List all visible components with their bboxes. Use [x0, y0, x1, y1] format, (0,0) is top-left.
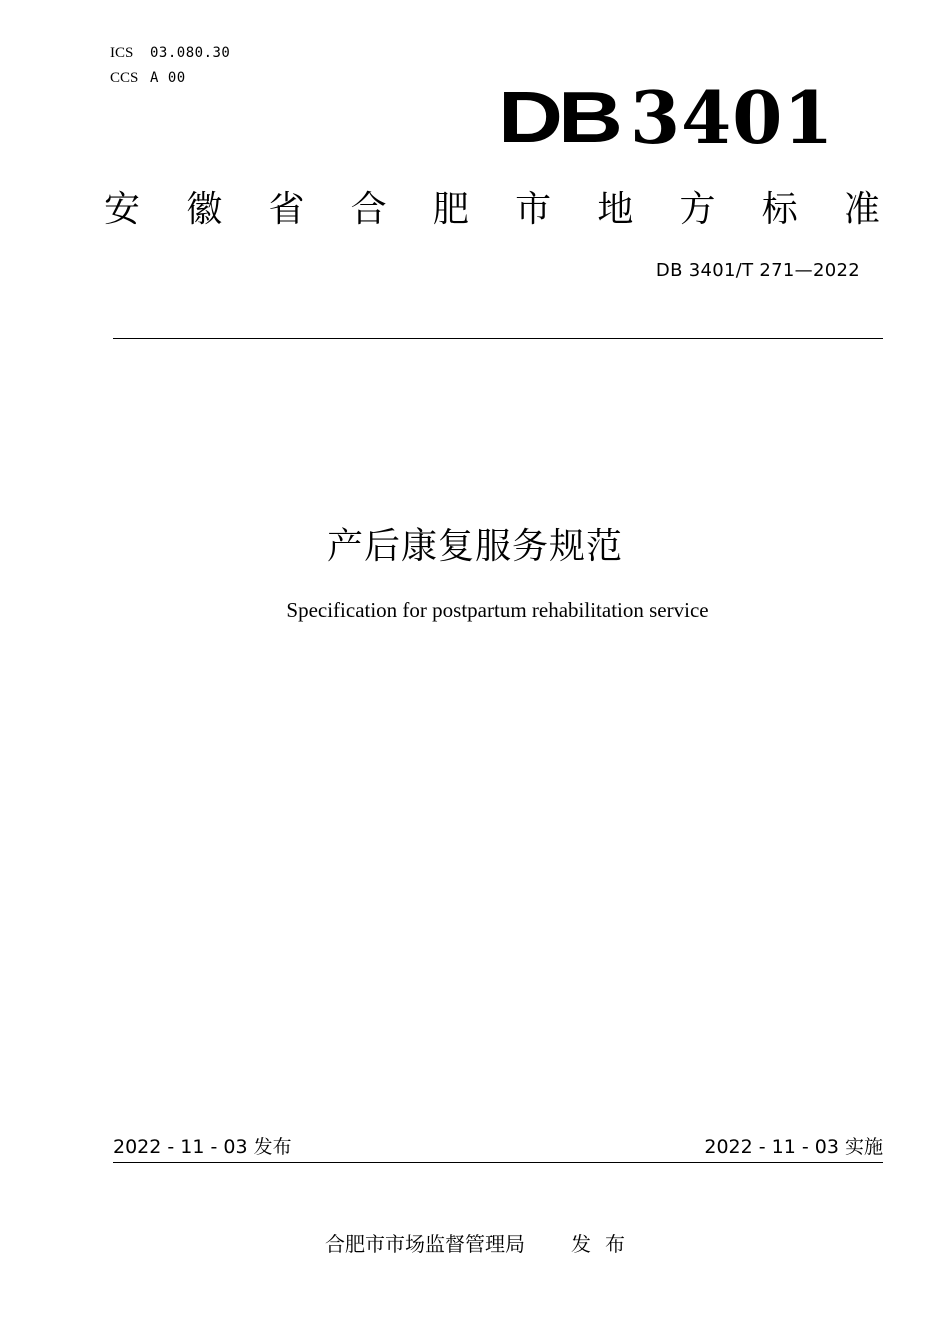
document-title-zh: 产后康复服务规范: [326, 526, 623, 567]
document-title-en: Specification for postpartum rehabilitation service: [286, 598, 709, 622]
heading-char: 合: [350, 188, 387, 230]
heading-char: 省: [268, 188, 305, 230]
heading-char: 准: [843, 188, 880, 230]
ics-value: 03.080.30: [150, 45, 231, 61]
heading-char: 徽: [186, 188, 223, 230]
ccs-row: [110, 70, 186, 90]
effective-date: 2022 - 11 - 03 实施: [704, 1136, 883, 1158]
standard-code: DB 3401/T 271—2022: [655, 260, 860, 281]
standard-category-heading: [104, 180, 880, 232]
issuer-name: 合肥市市场监督管理局: [325, 1232, 525, 1256]
standard-mark-number: 3401: [630, 75, 835, 160]
heading-char: 安: [104, 188, 141, 230]
heading-char: 市: [515, 188, 552, 230]
heading-char: 方: [679, 188, 716, 230]
standard-mark-letters: DB: [498, 78, 618, 158]
header-divider: [113, 338, 883, 339]
ics-label: ICS: [110, 45, 134, 61]
heading-char: 地: [597, 188, 634, 230]
issuer-action: 发布: [571, 1232, 639, 1256]
ccs-value: A 00: [150, 70, 186, 86]
heading-char: 肥: [432, 188, 469, 230]
ccs-label: CCS: [110, 70, 139, 86]
footer-divider: [113, 1162, 883, 1163]
issuer-line: [325, 1228, 639, 1257]
standard-mark: [498, 75, 835, 160]
heading-char: 标: [761, 188, 798, 230]
publish-date: 2022 - 11 - 03 发布: [113, 1136, 292, 1158]
ics-row: [110, 45, 230, 65]
